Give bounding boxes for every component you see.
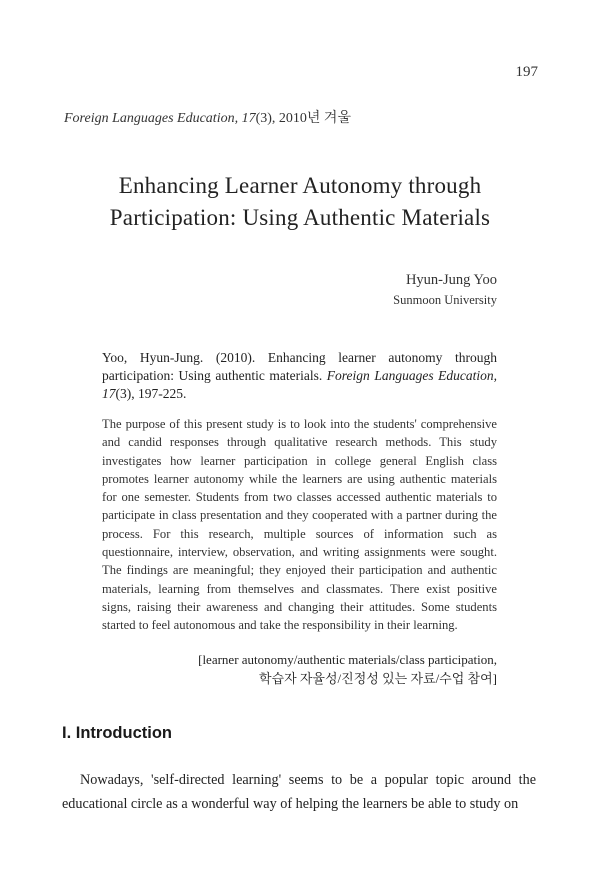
citation-journal: Foreign Languages Education, 17 bbox=[102, 368, 497, 401]
citation bbox=[102, 349, 497, 403]
journal-issue: (3), 2010년 겨울 bbox=[255, 111, 351, 126]
paper-title bbox=[0, 170, 600, 234]
keywords-line-1: [learner autonomy/authentic materials/class participation, bbox=[198, 652, 497, 667]
title-line-1: Enhancing Learner Autonomy through bbox=[118, 173, 482, 198]
citation-suffix: (3), 197-225. bbox=[115, 386, 187, 401]
journal-volume: 17 bbox=[241, 111, 256, 126]
title-line-2: Participation: Using Authentic Materials bbox=[109, 205, 491, 230]
author-affiliation: Sunmoon University bbox=[393, 293, 497, 307]
keywords-line-2: 학습자 자율성/진정성 있는 자료/수업 참여] bbox=[258, 671, 497, 686]
author-name: Hyun-Jung Yoo bbox=[405, 272, 497, 288]
section-heading: I. Introduction bbox=[62, 724, 172, 742]
author-block bbox=[393, 270, 497, 310]
keywords bbox=[198, 650, 497, 688]
page-number: 197 bbox=[515, 64, 538, 80]
journal-header bbox=[64, 107, 351, 127]
body-paragraph: Nowadays, 'self-directed learning' seems to be a popular topic around the educational circle as a wonderful way of helping the learners be able to study on bbox=[62, 772, 536, 812]
abstract: The purpose of this present study is to look into the students' comprehensive and candid responses through qualitative research methods. This study investigates how learner participation in college general English class promotes learner autonomy while the learners are using authentic materials for one semester. Students from two classes accessed authentic materials to participate in class presentation and they cooperated with a partner during the process. For this research, multiple sources of information such as questionnaire, interview, observation, and writing assignments were sought. The findings are meaningful; they enjoyed their participation and authentic materials, learning from themselves and classmates. There exist positive signs, raising their awareness and changing their attitudes. Some students started to feel autonomous and take the responsibility in their learning. bbox=[102, 417, 497, 633]
citation-prefix: Yoo, Hyun-Jung. (2010). Enhancing learner autonomy through participation: Using authentic materials. bbox=[102, 350, 497, 383]
journal-name: Foreign Languages Education, bbox=[64, 111, 239, 126]
